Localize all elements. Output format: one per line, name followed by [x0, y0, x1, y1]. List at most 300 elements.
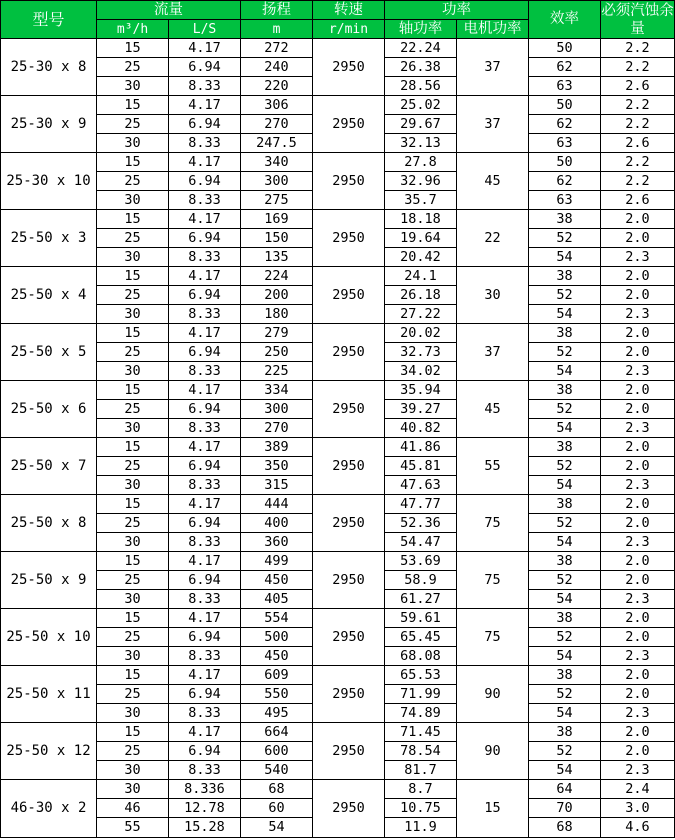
shaft-power-cell: 20.02 — [385, 324, 457, 343]
head-cell: 405 — [241, 590, 313, 609]
motor-power-cell: 30 — [457, 267, 529, 324]
npsh-cell: 2.0 — [601, 552, 675, 571]
npsh-cell: 2.3 — [601, 704, 675, 723]
shaft-power-cell: 53.69 — [385, 552, 457, 571]
flow-m3h-cell: 25 — [97, 58, 169, 77]
efficiency-cell: 68 — [529, 818, 601, 838]
speed-cell: 2950 — [313, 552, 385, 609]
head-cell: 540 — [241, 761, 313, 780]
speed-cell: 2950 — [313, 210, 385, 267]
flow-m3h-cell: 30 — [97, 305, 169, 324]
flow-ls-cell: 6.94 — [169, 343, 241, 362]
npsh-cell: 2.3 — [601, 362, 675, 381]
model-cell: 25-50 x 9 — [1, 552, 97, 609]
motor-power-cell: 37 — [457, 96, 529, 153]
flow-m3h-cell: 30 — [97, 761, 169, 780]
flow-ls-cell: 6.94 — [169, 400, 241, 419]
head-cell: 389 — [241, 438, 313, 457]
table-row — [1, 780, 675, 799]
efficiency-cell: 38 — [529, 495, 601, 514]
head-cell: 60 — [241, 799, 313, 818]
head-cell: 444 — [241, 495, 313, 514]
efficiency-cell: 52 — [529, 343, 601, 362]
head-cell: 340 — [241, 153, 313, 172]
flow-m3h-cell: 30 — [97, 590, 169, 609]
flow-ls-cell: 4.17 — [169, 609, 241, 628]
npsh-cell: 2.3 — [601, 533, 675, 552]
motor-power-cell: 22 — [457, 210, 529, 267]
head-cell: 270 — [241, 115, 313, 134]
motor-power-cell: 90 — [457, 723, 529, 780]
flow-ls-cell: 4.17 — [169, 153, 241, 172]
table-row — [1, 552, 675, 571]
head-cell: 450 — [241, 647, 313, 666]
flow-ls-cell: 8.33 — [169, 761, 241, 780]
flow-ls-cell: 4.17 — [169, 723, 241, 742]
shaft-power-cell: 54.47 — [385, 533, 457, 552]
flow-m3h-cell: 15 — [97, 96, 169, 115]
npsh-cell: 2.0 — [601, 723, 675, 742]
flow-m3h-cell: 25 — [97, 400, 169, 419]
flow-m3h-cell: 15 — [97, 381, 169, 400]
npsh-cell: 2.0 — [601, 324, 675, 343]
shaft-power-cell: 24.1 — [385, 267, 457, 286]
flow-m3h-cell: 15 — [97, 153, 169, 172]
table-row — [1, 324, 675, 343]
speed-cell: 2950 — [313, 39, 385, 96]
flow-m3h-cell: 15 — [97, 609, 169, 628]
table-row — [1, 666, 675, 685]
shaft-power-cell: 71.45 — [385, 723, 457, 742]
efficiency-cell: 38 — [529, 609, 601, 628]
shaft-power-cell: 34.02 — [385, 362, 457, 381]
head-cell: 450 — [241, 571, 313, 590]
shaft-power-cell: 78.54 — [385, 742, 457, 761]
head-cell: 400 — [241, 514, 313, 533]
flow-m3h-cell: 25 — [97, 115, 169, 134]
npsh-cell: 2.3 — [601, 590, 675, 609]
flow-m3h-cell: 15 — [97, 495, 169, 514]
flow-m3h-cell: 55 — [97, 818, 169, 838]
header-flow-unit-m3h: m³/h — [97, 20, 169, 39]
npsh-cell: 2.6 — [601, 191, 675, 210]
npsh-cell: 2.3 — [601, 248, 675, 267]
flow-m3h-cell: 46 — [97, 799, 169, 818]
table-row — [1, 495, 675, 514]
efficiency-cell: 62 — [529, 172, 601, 191]
head-cell: 68 — [241, 780, 313, 799]
npsh-cell: 2.2 — [601, 153, 675, 172]
npsh-cell: 2.0 — [601, 666, 675, 685]
flow-m3h-cell: 25 — [97, 172, 169, 191]
header-npsh: 必须汽蚀余量 — [601, 2, 674, 37]
efficiency-cell: 52 — [529, 685, 601, 704]
npsh-cell: 2.2 — [601, 58, 675, 77]
flow-ls-cell: 4.17 — [169, 495, 241, 514]
model-cell: 25-50 x 5 — [1, 324, 97, 381]
flow-ls-cell: 8.33 — [169, 704, 241, 723]
head-cell: 499 — [241, 552, 313, 571]
flow-m3h-cell: 30 — [97, 533, 169, 552]
model-cell: 25-30 x 8 — [1, 39, 97, 96]
head-cell: 600 — [241, 742, 313, 761]
npsh-cell: 2.0 — [601, 438, 675, 457]
flow-m3h-cell: 25 — [97, 286, 169, 305]
flow-ls-cell: 8.33 — [169, 191, 241, 210]
model-cell: 25-50 x 10 — [1, 609, 97, 666]
flow-ls-cell: 8.33 — [169, 305, 241, 324]
flow-ls-cell: 4.17 — [169, 438, 241, 457]
efficiency-cell: 52 — [529, 400, 601, 419]
header-speed-unit: r/min — [313, 20, 385, 39]
efficiency-cell: 52 — [529, 571, 601, 590]
flow-m3h-cell: 15 — [97, 210, 169, 229]
table-row — [1, 96, 675, 115]
flow-m3h-cell: 25 — [97, 628, 169, 647]
flow-ls-cell: 8.33 — [169, 590, 241, 609]
efficiency-cell: 64 — [529, 780, 601, 799]
shaft-power-cell: 32.13 — [385, 134, 457, 153]
model-cell: 25-50 x 6 — [1, 381, 97, 438]
flow-ls-cell: 4.17 — [169, 666, 241, 685]
flow-ls-cell: 15.28 — [169, 818, 241, 838]
shaft-power-cell: 22.24 — [385, 39, 457, 58]
shaft-power-cell: 74.89 — [385, 704, 457, 723]
efficiency-cell: 50 — [529, 153, 601, 172]
head-cell: 200 — [241, 286, 313, 305]
efficiency-cell: 54 — [529, 248, 601, 267]
speed-cell: 2950 — [313, 438, 385, 495]
shaft-power-cell: 27.8 — [385, 153, 457, 172]
flow-ls-cell: 8.33 — [169, 533, 241, 552]
flow-m3h-cell: 30 — [97, 248, 169, 267]
flow-ls-cell: 6.94 — [169, 172, 241, 191]
flow-m3h-cell: 30 — [97, 77, 169, 96]
shaft-power-cell: 59.61 — [385, 609, 457, 628]
flow-m3h-cell: 25 — [97, 571, 169, 590]
efficiency-cell: 52 — [529, 742, 601, 761]
model-cell: 25-30 x 9 — [1, 96, 97, 153]
table-body — [1, 39, 675, 838]
head-cell: 54 — [241, 818, 313, 838]
shaft-power-cell: 71.99 — [385, 685, 457, 704]
npsh-cell: 2.6 — [601, 134, 675, 153]
header-efficiency: 效率 — [529, 1, 601, 39]
flow-m3h-cell: 30 — [97, 780, 169, 799]
efficiency-cell: 54 — [529, 533, 601, 552]
shaft-power-cell: 26.18 — [385, 286, 457, 305]
flow-ls-cell: 6.94 — [169, 514, 241, 533]
motor-power-cell: 75 — [457, 552, 529, 609]
head-cell: 225 — [241, 362, 313, 381]
flow-m3h-cell: 30 — [97, 476, 169, 495]
shaft-power-cell: 40.82 — [385, 419, 457, 438]
flow-m3h-cell: 30 — [97, 362, 169, 381]
shaft-power-cell: 26.38 — [385, 58, 457, 77]
flow-ls-cell: 6.94 — [169, 571, 241, 590]
flow-m3h-cell: 25 — [97, 229, 169, 248]
flow-ls-cell: 8.336 — [169, 780, 241, 799]
speed-cell: 2950 — [313, 381, 385, 438]
shaft-power-cell: 28.56 — [385, 77, 457, 96]
efficiency-cell: 54 — [529, 590, 601, 609]
shaft-power-cell: 19.64 — [385, 229, 457, 248]
npsh-cell: 2.3 — [601, 761, 675, 780]
speed-cell: 2950 — [313, 324, 385, 381]
npsh-cell: 2.2 — [601, 96, 675, 115]
flow-m3h-cell: 30 — [97, 419, 169, 438]
speed-cell: 2950 — [313, 153, 385, 210]
flow-ls-cell: 8.33 — [169, 419, 241, 438]
npsh-cell: 2.3 — [601, 305, 675, 324]
flow-m3h-cell: 30 — [97, 704, 169, 723]
flow-ls-cell: 4.17 — [169, 96, 241, 115]
flow-ls-cell: 8.33 — [169, 248, 241, 267]
motor-power-cell: 75 — [457, 495, 529, 552]
npsh-cell: 2.0 — [601, 514, 675, 533]
npsh-cell: 2.0 — [601, 609, 675, 628]
head-cell: 270 — [241, 419, 313, 438]
table-row — [1, 723, 675, 742]
speed-cell: 2950 — [313, 267, 385, 324]
npsh-cell: 2.0 — [601, 343, 675, 362]
shaft-power-cell: 8.7 — [385, 780, 457, 799]
flow-ls-cell: 8.33 — [169, 134, 241, 153]
efficiency-cell: 38 — [529, 324, 601, 343]
npsh-cell: 2.0 — [601, 685, 675, 704]
flow-m3h-cell: 15 — [97, 39, 169, 58]
motor-power-cell: 45 — [457, 153, 529, 210]
efficiency-cell: 54 — [529, 761, 601, 780]
flow-ls-cell: 6.94 — [169, 115, 241, 134]
table-row — [1, 39, 675, 58]
head-cell: 334 — [241, 381, 313, 400]
model-cell: 25-50 x 3 — [1, 210, 97, 267]
header-model: 型号 — [1, 1, 97, 39]
flow-ls-cell: 8.33 — [169, 647, 241, 666]
shaft-power-cell: 68.08 — [385, 647, 457, 666]
model-cell: 25-50 x 8 — [1, 495, 97, 552]
head-cell: 500 — [241, 628, 313, 647]
flow-m3h-cell: 15 — [97, 324, 169, 343]
efficiency-cell: 54 — [529, 476, 601, 495]
flow-ls-cell: 6.94 — [169, 286, 241, 305]
shaft-power-cell: 47.63 — [385, 476, 457, 495]
shaft-power-cell: 65.45 — [385, 628, 457, 647]
header-head: 扬程 — [241, 1, 313, 20]
efficiency-cell: 52 — [529, 628, 601, 647]
npsh-cell: 2.0 — [601, 628, 675, 647]
header-motor-power: 电机功率 — [457, 20, 529, 39]
npsh-cell: 2.0 — [601, 286, 675, 305]
flow-m3h-cell: 15 — [97, 438, 169, 457]
table-header — [1, 1, 675, 39]
head-cell: 315 — [241, 476, 313, 495]
efficiency-cell: 62 — [529, 58, 601, 77]
shaft-power-cell: 65.53 — [385, 666, 457, 685]
shaft-power-cell: 10.75 — [385, 799, 457, 818]
head-cell: 150 — [241, 229, 313, 248]
flow-m3h-cell: 25 — [97, 514, 169, 533]
shaft-power-cell: 61.27 — [385, 590, 457, 609]
shaft-power-cell: 11.9 — [385, 818, 457, 838]
flow-ls-cell: 4.17 — [169, 324, 241, 343]
head-cell: 554 — [241, 609, 313, 628]
flow-m3h-cell: 25 — [97, 742, 169, 761]
model-cell: 25-50 x 4 — [1, 267, 97, 324]
shaft-power-cell: 25.02 — [385, 96, 457, 115]
npsh-cell: 2.0 — [601, 210, 675, 229]
flow-ls-cell: 8.33 — [169, 362, 241, 381]
head-cell: 495 — [241, 704, 313, 723]
efficiency-cell: 50 — [529, 39, 601, 58]
efficiency-cell: 54 — [529, 362, 601, 381]
header-head-unit: m — [241, 20, 313, 39]
shaft-power-cell: 27.22 — [385, 305, 457, 324]
motor-power-cell: 90 — [457, 666, 529, 723]
npsh-cell: 3.0 — [601, 799, 675, 818]
efficiency-cell: 38 — [529, 666, 601, 685]
flow-ls-cell: 8.33 — [169, 476, 241, 495]
npsh-cell: 2.2 — [601, 172, 675, 191]
head-cell: 350 — [241, 457, 313, 476]
efficiency-cell: 52 — [529, 229, 601, 248]
efficiency-cell: 38 — [529, 438, 601, 457]
motor-power-cell: 37 — [457, 39, 529, 96]
table-row — [1, 609, 675, 628]
flow-m3h-cell: 15 — [97, 552, 169, 571]
efficiency-cell: 54 — [529, 305, 601, 324]
speed-cell: 2950 — [313, 609, 385, 666]
speed-cell: 2950 — [313, 666, 385, 723]
efficiency-cell: 38 — [529, 267, 601, 286]
table-row — [1, 438, 675, 457]
efficiency-cell: 54 — [529, 704, 601, 723]
flow-m3h-cell: 25 — [97, 343, 169, 362]
efficiency-cell: 38 — [529, 723, 601, 742]
npsh-cell: 2.6 — [601, 77, 675, 96]
shaft-power-cell: 20.42 — [385, 248, 457, 267]
shaft-power-cell: 58.9 — [385, 571, 457, 590]
efficiency-cell: 38 — [529, 210, 601, 229]
efficiency-cell: 70 — [529, 799, 601, 818]
efficiency-cell: 38 — [529, 381, 601, 400]
efficiency-cell: 52 — [529, 286, 601, 305]
shaft-power-cell: 45.81 — [385, 457, 457, 476]
model-cell: 25-30 x 10 — [1, 153, 97, 210]
efficiency-cell: 63 — [529, 191, 601, 210]
model-cell: 25-50 x 7 — [1, 438, 97, 495]
flow-ls-cell: 4.17 — [169, 267, 241, 286]
speed-cell: 2950 — [313, 723, 385, 780]
npsh-cell: 2.3 — [601, 476, 675, 495]
npsh-cell: 2.0 — [601, 229, 675, 248]
efficiency-cell: 50 — [529, 96, 601, 115]
header-flow: 流量 — [97, 1, 241, 20]
shaft-power-cell: 35.7 — [385, 191, 457, 210]
head-cell: 135 — [241, 248, 313, 267]
flow-m3h-cell: 25 — [97, 457, 169, 476]
speed-cell: 2950 — [313, 780, 385, 838]
head-cell: 306 — [241, 96, 313, 115]
shaft-power-cell: 32.73 — [385, 343, 457, 362]
motor-power-cell: 37 — [457, 324, 529, 381]
header-flow-unit-ls: L/S — [169, 20, 241, 39]
head-cell: 250 — [241, 343, 313, 362]
efficiency-cell: 52 — [529, 457, 601, 476]
shaft-power-cell: 35.94 — [385, 381, 457, 400]
flow-ls-cell: 6.94 — [169, 58, 241, 77]
head-cell: 279 — [241, 324, 313, 343]
shaft-power-cell: 81.7 — [385, 761, 457, 780]
header-shaft-power: 轴功率 — [385, 20, 457, 39]
head-cell: 609 — [241, 666, 313, 685]
efficiency-cell: 54 — [529, 647, 601, 666]
motor-power-cell: 75 — [457, 609, 529, 666]
header-power: 功率 — [385, 1, 529, 20]
head-cell: 247.5 — [241, 134, 313, 153]
flow-ls-cell: 4.17 — [169, 210, 241, 229]
head-cell: 275 — [241, 191, 313, 210]
npsh-cell: 2.0 — [601, 495, 675, 514]
motor-power-cell: 55 — [457, 438, 529, 495]
head-cell: 300 — [241, 400, 313, 419]
head-cell: 220 — [241, 77, 313, 96]
flow-m3h-cell: 15 — [97, 267, 169, 286]
model-cell: 25-50 x 11 — [1, 666, 97, 723]
flow-m3h-cell: 30 — [97, 647, 169, 666]
head-cell: 664 — [241, 723, 313, 742]
flow-m3h-cell: 15 — [97, 666, 169, 685]
flow-m3h-cell: 25 — [97, 685, 169, 704]
efficiency-cell: 52 — [529, 514, 601, 533]
npsh-cell: 2.3 — [601, 647, 675, 666]
npsh-cell: 2.2 — [601, 115, 675, 134]
flow-ls-cell: 4.17 — [169, 552, 241, 571]
shaft-power-cell: 39.27 — [385, 400, 457, 419]
npsh-cell: 2.0 — [601, 571, 675, 590]
flow-ls-cell: 6.94 — [169, 229, 241, 248]
efficiency-cell: 63 — [529, 134, 601, 153]
head-cell: 300 — [241, 172, 313, 191]
npsh-cell: 2.2 — [601, 39, 675, 58]
npsh-cell: 2.0 — [601, 400, 675, 419]
head-cell: 224 — [241, 267, 313, 286]
table-row — [1, 210, 675, 229]
header-speed: 转速 — [313, 1, 385, 20]
motor-power-cell: 45 — [457, 381, 529, 438]
npsh-cell: 2.0 — [601, 381, 675, 400]
npsh-cell: 2.0 — [601, 457, 675, 476]
efficiency-cell: 54 — [529, 419, 601, 438]
head-cell: 272 — [241, 39, 313, 58]
flow-ls-cell: 6.94 — [169, 742, 241, 761]
npsh-cell: 2.0 — [601, 267, 675, 286]
flow-ls-cell: 8.33 — [169, 77, 241, 96]
flow-ls-cell: 6.94 — [169, 685, 241, 704]
motor-power-cell: 15 — [457, 780, 529, 838]
head-cell: 360 — [241, 533, 313, 552]
flow-ls-cell: 6.94 — [169, 457, 241, 476]
efficiency-cell: 63 — [529, 77, 601, 96]
model-cell: 46-30 x 2 — [1, 780, 97, 838]
npsh-cell: 2.4 — [601, 780, 675, 799]
speed-cell: 2950 — [313, 495, 385, 552]
shaft-power-cell: 29.67 — [385, 115, 457, 134]
shaft-power-cell: 47.77 — [385, 495, 457, 514]
shaft-power-cell: 18.18 — [385, 210, 457, 229]
shaft-power-cell: 32.96 — [385, 172, 457, 191]
